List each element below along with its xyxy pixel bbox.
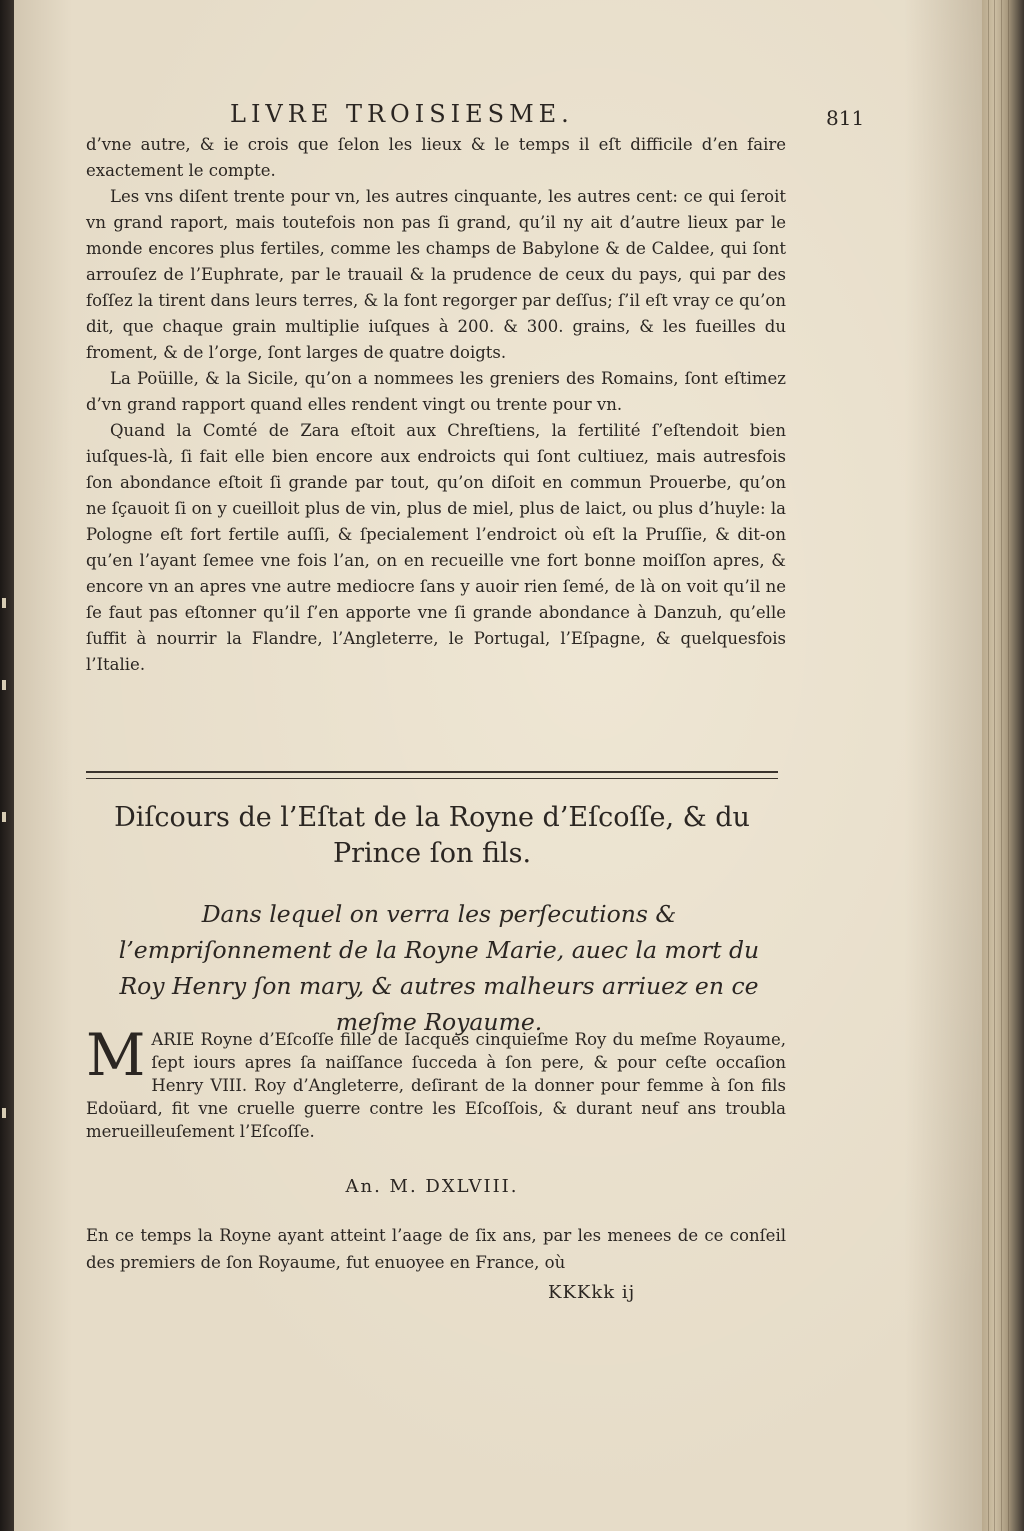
paragraph: d’vne autre, & ie crois que ſelon les lieux & le temps il eſt difficile d’en faire exactement le compte. (86, 135, 786, 180)
section-divider (86, 771, 778, 773)
page-number: 811 (826, 106, 865, 130)
page-edge-line (988, 0, 989, 1531)
book-spine-edge (0, 0, 14, 1531)
margin-mark (2, 598, 6, 608)
page-edge-line (1001, 0, 1002, 1531)
running-title: LIVRE TROISIESME. (230, 100, 574, 128)
margin-mark (2, 812, 6, 822)
book-page (14, 0, 982, 1531)
paragraph: En ce temps la Royne ayant atteint l’aage de ſix ans, par les menees de ce conſeil des premiers de ſon Royaume, fut enuoyee en France, où (86, 1226, 786, 1272)
section-subtitle: Dans lequel on verra les perſecutions & l’empriſonnement de la Royne Marie, auec la mort du Roy Henry ſon mary, & autres malheurs arriuez en ce meſme Royaume. (118, 900, 760, 1036)
margin-mark (2, 680, 6, 690)
body-text-bottom (86, 1222, 786, 1276)
year-heading: An. M. DXLVIII. (345, 1176, 519, 1197)
page-edge-line (1008, 0, 1009, 1531)
opening-paragraph (86, 1021, 786, 1143)
page-fore-edge (982, 0, 1024, 1531)
body-text-top (86, 132, 786, 678)
drop-cap: M (86, 1021, 146, 1089)
page-edge-line (994, 0, 995, 1531)
margin-mark (2, 1108, 6, 1118)
paragraph: Quand la Comté de Zara eſtoit aux Chreſtiens, la fertilité ſ’eſtendoit bien iuſques-là, ſi fait elle bien encore aux endroicts qui ſont cultiuez, mais autresfois ſon abondance eſtoit ſi grande par tout, qu’on diſoit en commun Prouerbe, qu’on ne ſçauoit ſi on y cueilloit plus de vin, plus de miel, plus de laict, ou plus d’huyle: la Pologne eſt fort fertile auſſi, & ſpecialement l’endroict où eſt la Pruſſie, & dit-on qu’en l’ayant ſemee vne fois l’an, on en recueille vne fort bonne moiſſon apres, & encore vn an apres vne autre mediocre ſans y auoir rien ſemé, de là on voit qu’il ne ſe faut pas eſtonner qu’il ſ’en apporte vne ſi grande abondance à Danzuh, qu’elle ſuffit à nourrir la Flandre, l’Angleterre, le Portugal, l’Eſpagne, & quelquesfois l’Italie. (86, 421, 786, 674)
section-divider (86, 778, 778, 779)
paragraph: Les vns diſent trente pour vn, les autres cinquante, les autres cent: ce qui ſeroit vn grand raport, mais toutefois non pas ſi grand, qu’il ny ait d’autre lieux par le monde encores plus fertiles, comme les champs de Babylone & de Caldee, qui ſont arrouſez de l’Euphrate, par le trauail & la prudence de ceux du pays, qui par des foſſez la tirent dans leurs terres, & la font regorger par deſſus; ſ’il eſt vray ce qu’on dit, que chaque grain multiplie iuſques à 200. & 300. grains, & les fueilles du froment, & de l’orge, ſont larges de quatre doigts. (86, 187, 786, 362)
paragraph: La Poüille, & la Sicile, qu’on a nommees les greniers des Romains, ſont eſtimez d’vn grand rapport quand elles rendent vingt ou trente pour vn. (86, 369, 786, 414)
section-title: Diſcours de l’Eſtat de la Royne d’Eſcoſſe, & du Prince ſon fils. (114, 802, 750, 869)
opening-text: ARIE Royne d’Eſcoſſe fille de Iacques cinquieſme Roy du meſme Royaume, ſept iours apres ſa naiſſance ſucceda à ſon pere, & pour ceſte occaſion Henry VIII. Roy d’Angleterre, deſirant de la donner pour femme à ſon fils Edoüard, fit vne cruelle guerre contre les Eſcoſſois, & durant neuf ans troubla merueilleuſement l’Eſcoſſe. (86, 1030, 786, 1141)
signature-mark: KKKkk ij (548, 1282, 636, 1303)
